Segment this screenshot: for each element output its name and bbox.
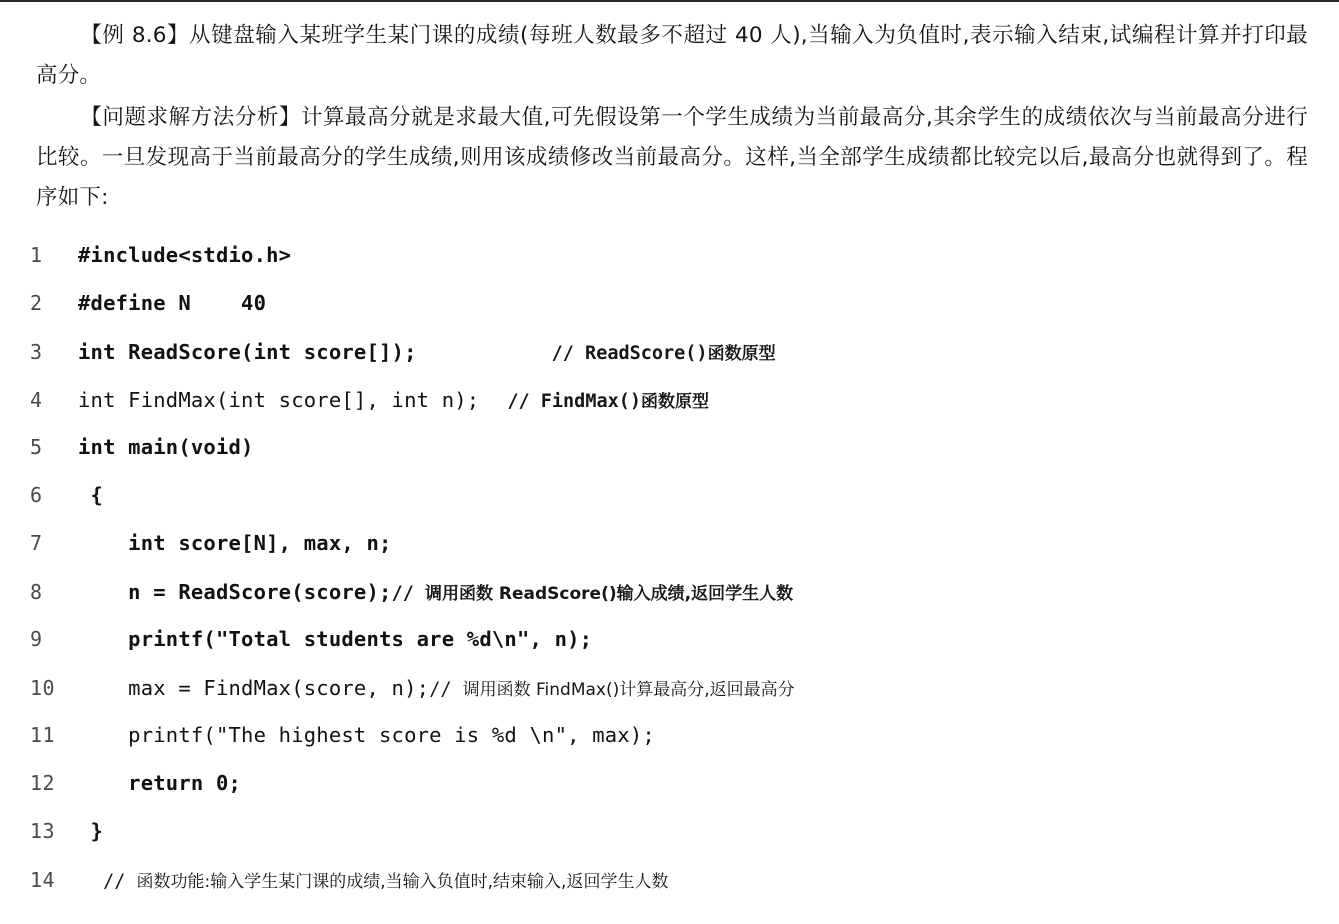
code-text: #define N 40 <box>78 291 267 315</box>
line-number: 6 <box>30 483 43 507</box>
line-number: 8 <box>30 580 43 604</box>
code-comment-cjk: 函数功能:输入学生某门课的成绩,当输入负值时,结束输入,返回学生人数 <box>136 872 669 892</box>
line-number: 13 <box>30 819 56 843</box>
code-comment: // <box>103 871 137 892</box>
code-comment: // FindMax() <box>507 391 642 412</box>
code-text: max = FindMax(score, n); <box>78 676 430 700</box>
code-comment-cjk: 调用函数 FindMax()计算最高分,返回最高分 <box>462 680 795 700</box>
code-comment-cjk: 调用函数 ReadScore()输入成绩,返回学生人数 <box>424 584 794 604</box>
code-row <box>30 483 1320 531</box>
line-number: 14 <box>30 868 56 892</box>
line-number: 9 <box>30 627 43 651</box>
line-number: 7 <box>30 531 43 555</box>
code-text: int score[N], max, n; <box>78 531 392 555</box>
code-comment: // <box>429 679 463 700</box>
code-row <box>30 387 1320 435</box>
code-text: printf("The highest score is %d \n", max); <box>78 723 655 747</box>
line-number: 4 <box>30 388 43 412</box>
paragraph-analysis <box>36 98 1308 218</box>
code-row <box>30 771 1320 819</box>
code-comment-cjk: 函数原型 <box>707 344 776 364</box>
code-text: n = ReadScore(score); <box>78 580 392 604</box>
code-row <box>30 531 1320 579</box>
code-comment-cjk: 函数原型 <box>641 392 710 412</box>
code-text <box>78 868 103 892</box>
code-row <box>30 435 1320 483</box>
code-text: int main(void) <box>78 435 254 459</box>
line-number: 2 <box>30 291 43 315</box>
code-row <box>30 723 1320 771</box>
code-listing <box>30 243 1320 915</box>
line-number: 12 <box>30 771 56 795</box>
line-number: 10 <box>30 676 56 700</box>
code-row <box>30 819 1320 867</box>
header-rule <box>0 0 1339 2</box>
paragraph-text: 【例 8.6】从键盘输入某班学生某门课的成绩(每班人数最多不超过 40 人),当输入为负值时,表示输入结束,试编程计算并打印最高分。 <box>36 23 1308 88</box>
code-text: int FindMax(int score[], int n); <box>78 388 480 412</box>
line-number: 1 <box>30 243 43 267</box>
code-comment: // ReadScore() <box>551 343 708 364</box>
code-row <box>30 579 1320 627</box>
line-number: 5 <box>30 435 43 459</box>
code-row <box>30 339 1320 387</box>
code-comment: // <box>391 583 425 604</box>
line-number: 11 <box>30 723 56 747</box>
code-row <box>30 675 1320 723</box>
code-row <box>30 243 1320 291</box>
code-text: #include<stdio.h> <box>78 243 292 267</box>
code-text: int ReadScore(int score[]); <box>78 340 417 364</box>
code-row <box>30 627 1320 675</box>
code-text: printf("Total students are %d\n", n); <box>78 627 593 651</box>
prose-section <box>36 16 1308 220</box>
paragraph-text: 【问题求解方法分析】计算最高分就是求最大值,可先假设第一个学生成绩为当前最高分,其余学生的成绩依次与当前最高分进行比较。一旦发现高于当前最高分的学生成绩,则用该成绩修改当前最高分。这样,当全部学生成绩都比较完以后,最高分也就得到了。程序如下: <box>36 105 1308 210</box>
code-text: return 0; <box>78 771 242 795</box>
code-row <box>30 291 1320 339</box>
paragraph-example <box>36 16 1308 96</box>
code-row <box>30 867 1320 915</box>
code-text: } <box>78 819 104 843</box>
code-text: { <box>78 483 104 507</box>
line-number: 3 <box>30 340 43 364</box>
